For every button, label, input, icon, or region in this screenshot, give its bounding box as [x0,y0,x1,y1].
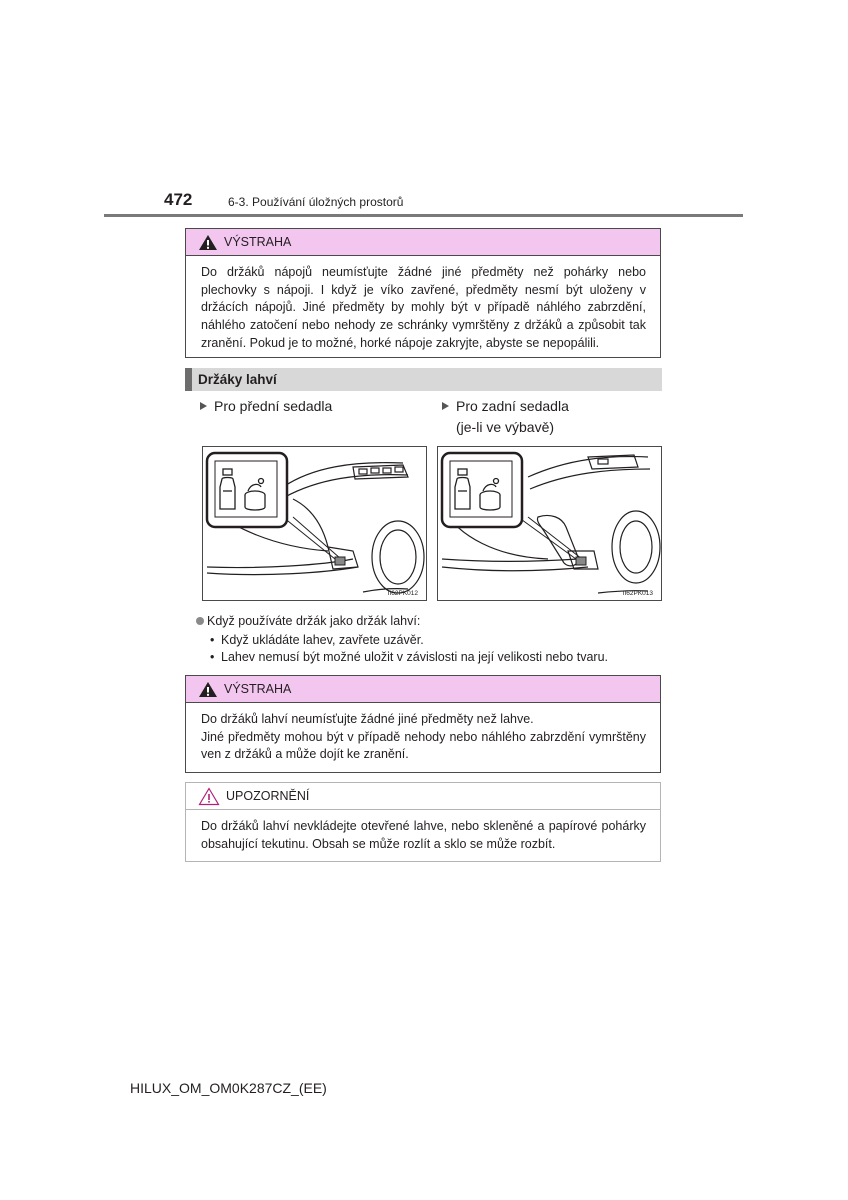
option-front-label: Pro přední sedadla [214,398,333,414]
page-number: 472 [164,190,193,209]
info-lead: Když používáte držák jako držák lahví: [207,614,421,628]
section-accent [185,368,192,391]
bullet-list [210,632,608,666]
figure-rear-door [437,446,662,601]
notice-text: Do držáků lahví nevkládejte otevřené lahve, nebo skleněné a papírové pohárky obsahující tekutinu. Obsah se může rozlít a sklo se může rozbít. [201,819,646,851]
section-title: Držáky lahví [198,372,277,387]
door-trim-illustration [438,447,661,600]
warning-text-line1: Do držáků lahví neumísťujte žádné jiné předměty než lahve. [201,712,534,726]
caution-triangle-icon [198,787,220,806]
section-heading-bar [185,368,662,391]
warning-header [186,676,660,703]
warning-label: VÝSTRAHA [224,682,292,696]
list-item: • Když ukládáte lahev, zavřete uzávěr. [210,632,608,649]
warning-triangle-icon [198,234,218,251]
warning-triangle-icon [198,681,218,698]
arrow-right-icon [442,402,449,410]
notice-body [186,810,660,853]
figure-front-door [202,446,427,601]
info-line [196,614,420,628]
option-front-seats [200,396,332,417]
list-item: • Lahev nemusí být možné uložit v závislosti na její velikosti nebo tvaru. [210,649,608,666]
option-rear-seats [442,396,569,438]
document-code: HILUX_OM_OM0K287CZ_(EE) [130,1080,327,1096]
figure-code: II62PK012 [387,590,418,597]
option-rear-note: (je-li ve výbavě) [456,419,555,435]
warning-label: VÝSTRAHA [224,235,292,249]
warning-box-bottle-holders [185,675,661,773]
notice-header [186,783,660,810]
notice-box [185,782,661,862]
header-rule [104,214,743,217]
option-rear-label: Pro zadní sedadla [456,398,569,414]
bullet-dot-icon [196,617,204,625]
figure-code: II62PK013 [622,590,653,597]
warning-text-line2: Jiné předměty mohou být v případě nehody nebo náhlého zabrzdění vymrštěny ven z držáků a může dojít ke zranění. [201,729,646,762]
warning-header [186,229,660,256]
warning-text: Do držáků nápojů neumísťujte žádné jiné předměty než pohárky nebo plechovky s nápoji. I když je víko zavřené, předměty nesmí být uloženy v držácích nápojů. Jiné předměty by mohly být v případě náhlého zabrzdění, náhlého zatočení nebo nehody ze schránky vymrštěny z držáků a způsobit tak zranění. Pokud je to možné, horké nápoje zakryjte, abyste se nepopálili. [201,265,646,350]
warning-body [186,703,660,764]
notice-label: UPOZORNĚNÍ [226,789,310,803]
warning-body [186,256,660,353]
arrow-right-icon [200,402,207,410]
section-reference: 6-3. Používání úložných prostorů [228,195,404,209]
warning-box-cup-holders [185,228,661,358]
door-trim-illustration [203,447,426,600]
